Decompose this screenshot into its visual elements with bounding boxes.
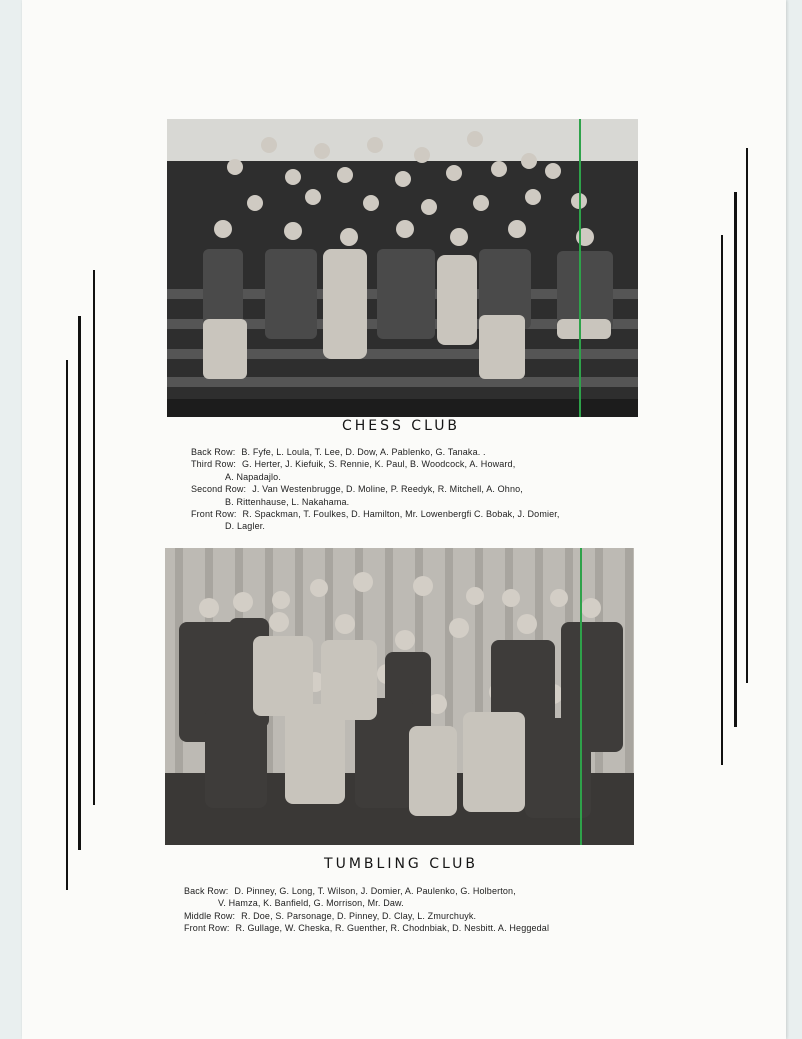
row-names-continued: A. Napadajlo.	[225, 471, 281, 482]
chess-club-photo	[167, 119, 638, 417]
row-label: Front Row:	[191, 509, 237, 520]
caption-row	[184, 910, 549, 922]
caption-row	[191, 508, 560, 520]
row-names: R. Gullage, W. Cheska, R. Guenther, R. Chodnbiak, D. Nesbitt. A. Heggedal	[235, 923, 550, 934]
row-names: D. Pinney, G. Long, T. Wilson, J. Domier, A. Paulenko, G. Holberton,	[234, 886, 516, 896]
row-label: Back Row:	[191, 447, 236, 457]
row-names: B. Fyfe, L. Loula, T. Lee, D. Dow, A. Pablenko, G. Tanaka. .	[241, 447, 486, 457]
row-names-continued: D. Lagler.	[225, 521, 266, 532]
row-label: Back Row:	[184, 886, 229, 896]
tumbling-club-title: TUMBLING CLUB	[324, 856, 478, 872]
row-label: Second Row:	[191, 484, 247, 495]
row-label: Third Row:	[191, 459, 237, 470]
tumbling-club-photo	[165, 548, 634, 845]
caption-row	[191, 458, 560, 470]
caption-row	[191, 446, 560, 458]
row-names-continued: B. Rittenhause, L. Nakahama.	[225, 496, 350, 507]
row-label: Front Row:	[184, 923, 230, 934]
decorative-rule-left-2	[78, 316, 81, 850]
decorative-rule-left-3	[93, 270, 95, 805]
caption-row	[184, 922, 549, 934]
tumbling-club-caption	[184, 885, 549, 935]
decorative-rule-left-1	[66, 360, 68, 890]
decorative-rule-right-2	[734, 192, 737, 727]
caption-row	[184, 885, 549, 897]
row-names: J. Van Westenbrugge, D. Moline, P. Reedyk, R. Mitchell, A. Ohno,	[252, 484, 523, 495]
row-names: R. Spackman, T. Foulkes, D. Hamilton, Mr. Lowenbergfi C. Bobak, J. Domier,	[242, 509, 560, 520]
row-names-continued: V. Hamza, K. Banfield, G. Morrison, Mr. Daw.	[218, 898, 404, 909]
decorative-rule-right-3	[746, 148, 748, 683]
chess-club-title: CHESS CLUB	[341, 418, 461, 434]
caption-row	[191, 483, 560, 495]
row-names: G. Herter, J. Kiefuik, S. Rennie, K. Paul, B. Woodcock, A. Howard,	[242, 459, 516, 470]
row-names: R. Doe, S. Parsonage, D. Pinney, D. Clay, L. Zmurchuyk.	[241, 910, 477, 921]
decorative-rule-right-1	[721, 235, 723, 765]
row-label: Middle Row:	[184, 910, 236, 921]
chess-club-caption	[191, 446, 560, 533]
